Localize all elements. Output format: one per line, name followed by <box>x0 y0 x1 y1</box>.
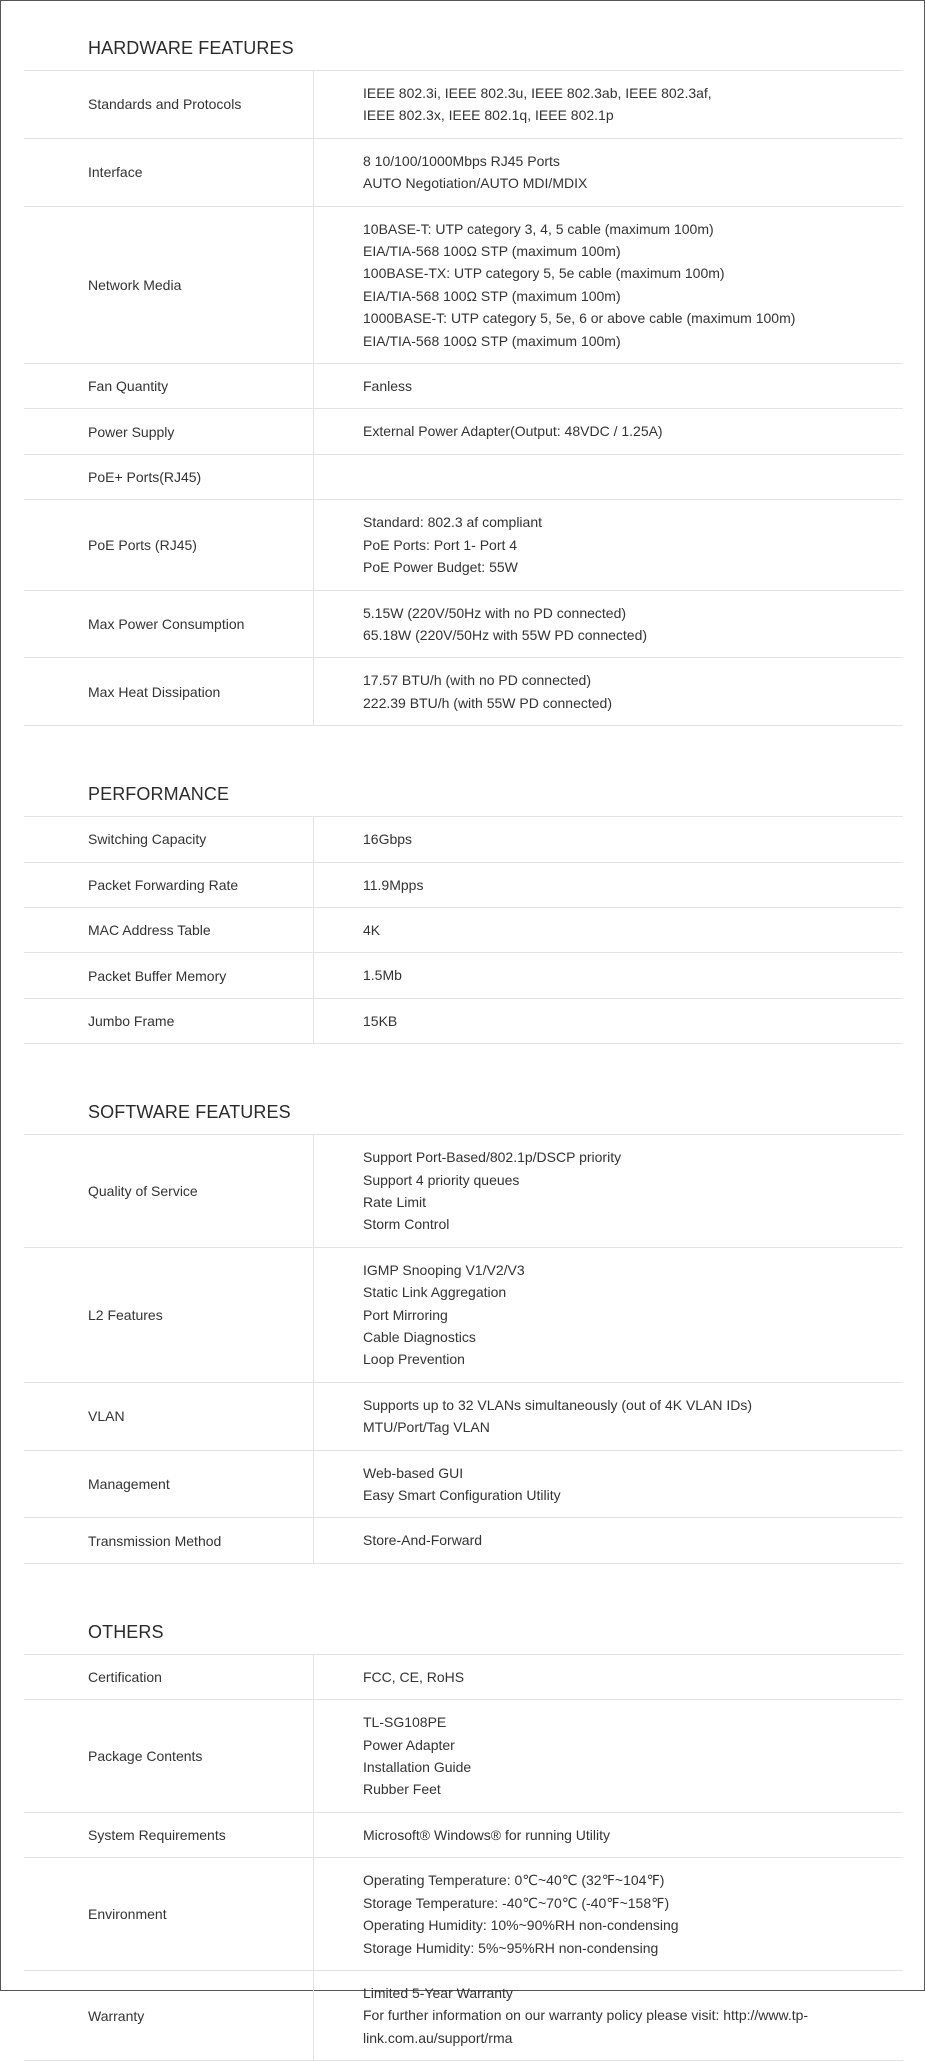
spec-value-line: External Power Adapter(Output: 48VDC / 1.25A) <box>363 423 663 440</box>
section-title: PERFORMANCE <box>24 772 903 817</box>
spec-value-line: PoE Power Budget: 55W <box>363 559 518 576</box>
spec-value-line: Web-based GUI <box>363 1464 464 1481</box>
spec-value-line: For further information on our warranty policy please visit: http://www.tp- <box>363 2007 809 2024</box>
spec-label: MAC Address Table <box>24 907 314 952</box>
spec-value-line: EIA/TIA-568 100Ω STP (maximum 100m) <box>363 287 621 304</box>
spec-label: Package Contents <box>24 1700 314 1813</box>
section-title: HARDWARE FEATURES <box>24 26 903 71</box>
spec-value-line: Standard: 802.3 af compliant <box>363 514 543 531</box>
spec-label: L2 Features <box>24 1247 314 1382</box>
spec-value <box>314 1518 904 1563</box>
spec-label: Transmission Method <box>24 1518 314 1563</box>
table-row <box>24 71 903 138</box>
spec-value-line: FCC, CE, RoHS <box>363 1668 465 1685</box>
table-row <box>24 1700 903 1813</box>
spec-value <box>314 953 904 998</box>
spec-value-line: MTU/Port/Tag VLAN <box>363 1419 490 1436</box>
spec-label: Switching Capacity <box>24 817 314 862</box>
table-row <box>24 590 903 658</box>
spec-table <box>24 817 903 1044</box>
spec-value-line: Microsoft® Windows® for running Utility <box>363 1826 611 1843</box>
spec-value-line: Installation Guide <box>363 1759 472 1776</box>
spec-value-line <box>363 466 883 488</box>
table-row <box>24 1518 903 1563</box>
table-row <box>24 1812 903 1857</box>
section-gap <box>1 1564 924 1610</box>
spec-value-line: 65.18W (220V/50Hz with 55W PD connected) <box>363 626 648 643</box>
spec-value-line: 1000BASE-T: UTP category 5, 5e, 6 or above cable (maximum 100m) <box>363 310 796 327</box>
table-row <box>24 953 903 998</box>
spec-value-line: Supports up to 32 VLANs simultaneously (out of 4K VLAN IDs) <box>363 1396 753 1413</box>
spec-label: Packet Forwarding Rate <box>24 862 314 907</box>
table-row <box>24 138 903 206</box>
table-row <box>24 658 903 726</box>
spec-value-line: Fanless <box>363 378 413 395</box>
spec-value <box>314 364 904 409</box>
spec-value-line: 16Gbps <box>363 831 413 848</box>
spec-value <box>314 1135 904 1247</box>
spec-value-line: Storage Humidity: 5%~95%RH non-condensing <box>363 1939 659 1956</box>
spec-label: Max Heat Dissipation <box>24 658 314 726</box>
spec-value-line: 8 10/100/1000Mbps RJ45 Ports <box>363 152 560 169</box>
spec-value <box>314 1655 904 1700</box>
spec-value-line: 222.39 BTU/h (with 55W PD connected) <box>363 694 613 711</box>
table-row <box>24 454 903 499</box>
spec-value-line: Rate Limit <box>363 1193 427 1210</box>
spec-value-line: Store-And-Forward <box>363 1532 483 1549</box>
spec-label: Packet Buffer Memory <box>24 953 314 998</box>
table-row <box>24 907 903 952</box>
table-row <box>24 1382 903 1450</box>
spec-label: Certification <box>24 1655 314 1700</box>
spec-label: PoE Ports (RJ45) <box>24 500 314 590</box>
spec-value <box>314 1812 904 1857</box>
spec-value-line: Easy Smart Configuration Utility <box>363 1487 561 1504</box>
spec-value-line: 11.9Mpps <box>363 876 424 893</box>
table-row <box>24 817 903 862</box>
spec-label: Max Power Consumption <box>24 590 314 658</box>
spec-value-line: Static Link Aggregation <box>363 1284 507 1301</box>
table-row <box>24 1970 903 2060</box>
section-title: SOFTWARE FEATURES <box>24 1090 903 1135</box>
section-gap <box>1 726 924 772</box>
spec-value-line: Limited 5-Year Warranty <box>363 1984 513 2001</box>
spec-value-line: 4K <box>363 921 381 938</box>
spec-value-line: IEEE 802.3i, IEEE 802.3u, IEEE 802.3ab, IEEE 802.3af, <box>363 85 712 101</box>
spec-value-line: Rubber Feet <box>363 1781 441 1798</box>
spec-value-line: Storage Temperature: -40℃~70℃ (-40℉~158℉) <box>363 1894 670 1911</box>
table-row <box>24 364 903 409</box>
spec-value-line: 10BASE-T: UTP category 3, 4, 5 cable (maximum 100m) <box>363 220 714 237</box>
spec-value <box>314 1700 904 1813</box>
spec-section <box>1 26 924 726</box>
spec-value-line: PoE Ports: Port 1- Port 4 <box>363 536 518 553</box>
spec-value <box>314 138 904 206</box>
spec-value <box>314 71 904 138</box>
spec-value <box>314 206 904 363</box>
spec-value <box>314 1382 904 1450</box>
spec-value-line: Power Adapter <box>363 1736 455 1753</box>
table-row <box>24 1247 903 1382</box>
spec-value <box>314 998 904 1043</box>
table-row <box>24 862 903 907</box>
spec-value <box>314 1858 904 1971</box>
spec-label: PoE+ Ports(RJ45) <box>24 454 314 499</box>
spec-label: Power Supply <box>24 409 314 454</box>
spec-label: Interface <box>24 138 314 206</box>
spec-value-line: 17.57 BTU/h (with no PD connected) <box>363 672 592 689</box>
spec-value-line: Support 4 priority queues <box>363 1171 520 1188</box>
spec-label: Quality of Service <box>24 1135 314 1247</box>
table-row <box>24 409 903 454</box>
spec-value-line: Loop Prevention <box>363 1351 465 1368</box>
spec-label: Warranty <box>24 1970 314 2060</box>
spec-value <box>314 1970 904 2060</box>
spec-section <box>1 1610 924 2061</box>
spec-value-line: IEEE 802.3x, IEEE 802.1q, IEEE 802.1p <box>363 107 614 124</box>
spec-table <box>24 1655 903 2061</box>
spec-value <box>314 658 904 726</box>
spec-value <box>314 500 904 590</box>
spec-value-line: TL-SG108PE <box>363 1714 447 1731</box>
spec-table <box>24 71 903 726</box>
spec-value <box>314 1247 904 1382</box>
table-row <box>24 1858 903 1971</box>
spec-value-line: Operating Humidity: 10%~90%RH non-condensing <box>363 1917 679 1934</box>
spec-value-line: Port Mirroring <box>363 1306 448 1323</box>
spec-value-line: EIA/TIA-568 100Ω STP (maximum 100m) <box>363 332 621 349</box>
spec-value-line: 5.15W (220V/50Hz with no PD connected) <box>363 604 627 621</box>
spec-value-line: AUTO Negotiation/AUTO MDI/MDIX <box>363 175 588 192</box>
spec-section <box>1 1090 924 1564</box>
table-row <box>24 1450 903 1518</box>
table-row <box>24 1135 903 1247</box>
spec-value-line: 1.5Mb <box>363 967 402 984</box>
section-gap <box>1 1044 924 1090</box>
spec-table <box>24 1135 903 1564</box>
spec-label: System Requirements <box>24 1812 314 1857</box>
table-row <box>24 206 903 363</box>
spec-section <box>1 772 924 1044</box>
spec-label: Jumbo Frame <box>24 998 314 1043</box>
spec-value-line: 15KB <box>363 1012 398 1029</box>
spec-value-line: Support Port-Based/802.1p/DSCP priority <box>363 1149 622 1166</box>
spec-label: Network Media <box>24 206 314 363</box>
spec-value <box>314 817 904 862</box>
table-row <box>24 998 903 1043</box>
spec-value-line: 100BASE-TX: UTP category 5, 5e cable (maximum 100m) <box>363 265 725 282</box>
spec-label: Fan Quantity <box>24 364 314 409</box>
table-row <box>24 1655 903 1700</box>
spec-value-line: link.com.au/support/rma <box>363 2029 513 2046</box>
spec-label: Standards and Protocols <box>24 71 314 138</box>
section-title: OTHERS <box>24 1610 903 1655</box>
spec-value <box>314 590 904 658</box>
spec-value-line: Cable Diagnostics <box>363 1329 476 1345</box>
spec-value-line: Storm Control <box>363 1216 450 1233</box>
spec-value-line: EIA/TIA-568 100Ω STP (maximum 100m) <box>363 243 621 260</box>
spec-label: Management <box>24 1450 314 1518</box>
spec-value <box>314 454 904 499</box>
spec-value <box>314 862 904 907</box>
spec-value-line: Operating Temperature: 0℃~40℃ (32℉~104℉) <box>363 1872 665 1889</box>
spec-label: VLAN <box>24 1382 314 1450</box>
spec-value <box>314 1450 904 1518</box>
table-row <box>24 500 903 590</box>
spec-label: Environment <box>24 1858 314 1971</box>
spec-value <box>314 907 904 952</box>
spec-value <box>314 409 904 454</box>
spec-value-line: IGMP Snooping V1/V2/V3 <box>363 1261 525 1278</box>
